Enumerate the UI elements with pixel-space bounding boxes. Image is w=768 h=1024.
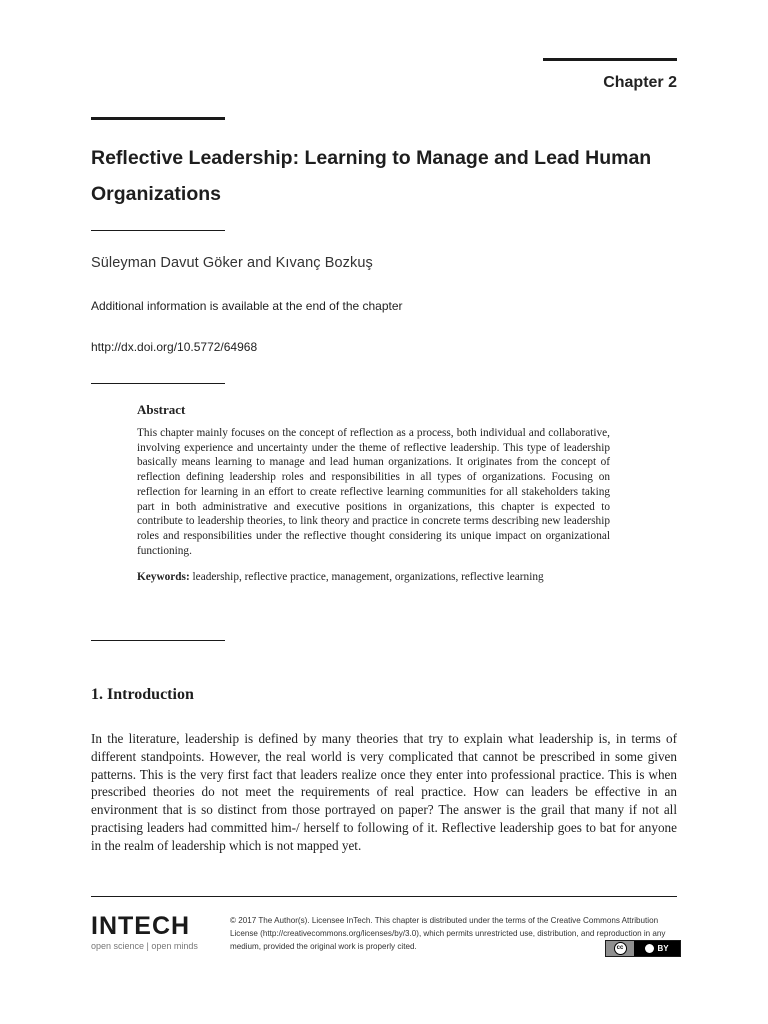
cc-by-badge[interactable] <box>605 940 681 957</box>
introduction-text: In the literature, leadership is defined by many theories that try to explain what leadership is, in terms of different standpoints. However, the real world is very complicated that cannot be prescribed in some given patterns. This is the very first fact that leaders realize once they enter into professional practice. This is when prescribed theories do not meet the requirements of real practice. How can leaders be effective in an environment that is so distinct from those portrayed on paper? The answer is the grail that many if not all practising leaders had committed him-/ herself to following of it. Reflective leadership goes to bat for anyone in the realm of leadership which is not mapped yet. <box>91 731 677 853</box>
chapter-label: Chapter 2 <box>603 74 677 91</box>
license-text: © 2017 The Author(s). Licensee InTech. This chapter is distributed under the terms of the Creative Commons Attribution License (http://creativecommons.org/licenses/by/3.0), which permits unrestricted use, distribution, and reproduction in any medium, provided the original work is properly cited. <box>230 916 666 951</box>
cc-icon: cc <box>614 942 627 955</box>
abstract-heading: Abstract <box>137 402 186 417</box>
keywords-list: leadership, reflective practice, management, organizations, reflective learning <box>192 571 544 584</box>
person-icon <box>645 944 654 953</box>
footer-rule <box>91 896 677 897</box>
keywords <box>137 570 610 585</box>
authors: Süleyman Davut Göker and Kıvanç Bozkuş <box>91 255 373 271</box>
title-top-rule <box>91 117 225 120</box>
keywords-label: Keywords: <box>137 571 190 584</box>
logo-wordmark: INTECH <box>91 912 191 940</box>
introduction-heading: 1. Introduction <box>91 686 194 703</box>
doi-link[interactable]: http://dx.doi.org/10.5772/64968 <box>91 340 258 354</box>
chapter-top-rule <box>543 58 677 61</box>
additional-info: Additional information is available at the end of the chapter <box>91 299 403 313</box>
intech-logo <box>91 912 221 951</box>
title-bottom-rule <box>91 230 225 231</box>
abstract-block <box>137 402 610 585</box>
abstract-bottom-rule <box>91 640 225 641</box>
cc-by-label: BY <box>657 944 669 953</box>
cc-by-area <box>634 941 680 956</box>
logo-tagline: open science | open minds <box>91 941 198 951</box>
chapter-title: Reflective Leadership: Learning to Manage and Lead Human Organizations <box>91 147 652 205</box>
doi-bottom-rule <box>91 383 225 384</box>
cc-icon-area <box>606 941 634 956</box>
abstract-text: This chapter mainly focuses on the concept of reflection as a process, both individual and collaborative, involving experience and uncertainty under the theme of reflective leadership. This type of leadership basically means learning to manage and lead human organizations. It originates from the concept of reflection defining leadership roles and responsibilities in all types of organizations. Focusing on reflection for learning in an effort to create reflective learning communities for all stakeholders taking part in both administrative and executive positions in organizations, this chapter is expected to contribute to leadership theories, to link theory and practice in concrete terms describing new leadership roles and responsibilities under the reflective thought considering its unique impact on organizational functioning. <box>137 427 610 557</box>
